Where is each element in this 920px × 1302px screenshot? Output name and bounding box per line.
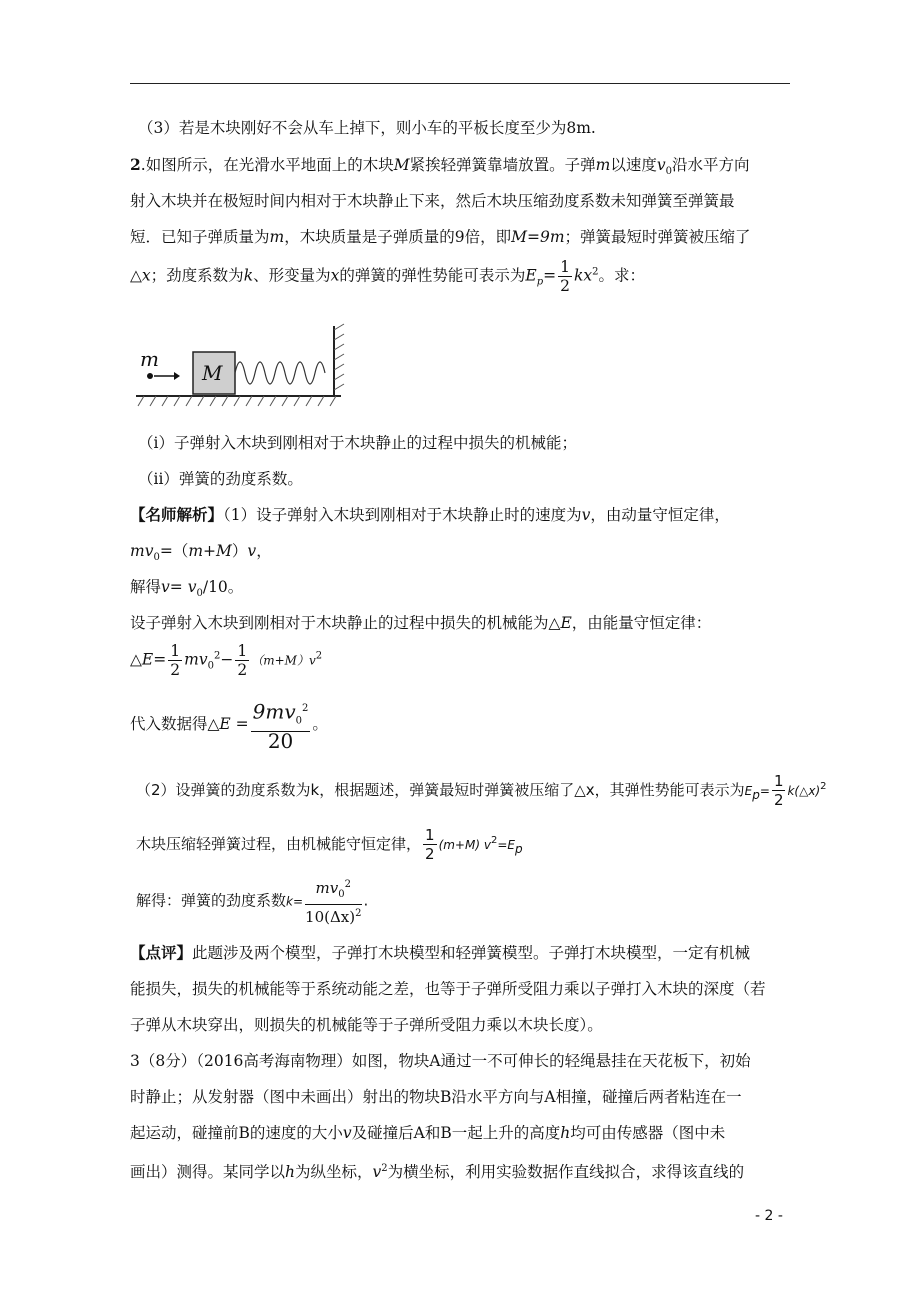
- question-2-line-4: △x；劲度系数为k、形变量为x的弹簧的弹性势能可表示为$E_p=$ $\frac{1}{2}$ $kx^2$。求：: [130, 258, 646, 295]
- header-rule: [130, 83, 790, 84]
- analysis-result-1: 代入数据得△E = $\frac{9mv_0^2}{20}$ 。: [130, 699, 328, 753]
- analysis-eq-1: $mv_0=(m+M)v$，: [130, 542, 272, 564]
- question-3-line-1: 3（8分）（2016高考海南物理）如图，物块A通过一不可伸长的轻绳悬挂在天花板下，初始: [130, 1052, 751, 1070]
- analysis-line-1: 【名师解析】（1）设子弹射入木块到刚相对于木块静止时的速度为v，由动量守恒定律，: [130, 505, 730, 524]
- analysis-solution-1: 解得$v= v_0/10$。: [130, 578, 244, 600]
- analysis-eq-2: △E= $\frac{1}{2}$ $mv_0^2-$ $\frac{1}{2}$ $(m+M)v^2$: [130, 642, 323, 679]
- review-line-3: 子弹从木块穿出，则损失的机械能等于子弹所受阻力乘以木块长度）。: [130, 1016, 603, 1034]
- question-2-line-2: 射入木块并在极短时间内相对于木块静止下来，然后木块压缩劲度系数未知弹簧至弹簧最: [130, 192, 735, 210]
- block-label: M: [202, 361, 223, 385]
- question-3-line-4: 画出）测得。某同学以h为纵坐标，$v^2$为横坐标，利用实验数据作直线拟合，求得该直线的: [130, 1163, 745, 1182]
- question-3-line-3: 起运动，碰撞前B的速度的大小v及碰撞后A和B一起上升的高度h均可由传感器（图中未: [130, 1124, 726, 1142]
- question-3-line-2: 时静止；从发射器（图中未画出）射出的物块B沿水平方向与A相撞，碰撞后两者粘连在一: [130, 1088, 742, 1106]
- spring: [235, 362, 325, 384]
- review-line-1: 【点评】此题涉及两个模型，子弹打木块模型和轻弹簧模型。子弹打木块模型，一定有机械: [130, 943, 751, 962]
- part3-answer: （3）若是木块刚好不会从车上掉下，则小车的平板长度至少为8m.: [138, 119, 596, 137]
- page-number: - 2 -: [755, 1208, 783, 1224]
- part-2-line-3: 解得：弹簧的劲度系数k= $\frac{mv_0^2}{10(\Delta x)^2}$ .: [136, 876, 368, 926]
- bullet-label: m: [140, 347, 159, 371]
- part-2-line-1: （2）设弹簧的劲度系数为k，根据题述，弹簧最短时弹簧被压缩了△x，其弹性势能可表示为$E_p=$ $\frac{1}{2}$ k(△x)$^2$: [136, 772, 827, 809]
- bullet: [147, 373, 153, 379]
- review-line-2: 能损失，损失的机械能等于系统动能之差，也等于子弹所受阻力乘以子弹打入木块的深度（若: [130, 980, 766, 998]
- part-2-line-2: 木块压缩轻弹簧过程，由机械能守恒定律， $\frac{1}{2}$ (m+M) $v^2=E_p$: [136, 826, 523, 863]
- spring-block-figure: [136, 318, 351, 413]
- question-2-line-3: 短．已知子弹质量为m，木块质量是子弹质量的9倍，即M=9m；弹簧最短时弹簧被压缩了: [130, 228, 751, 246]
- question-2-line-1: 2.如图所示，在光滑水平地面上的木块M紧挨轻弹簧靠墙放置。子弹m以速度$v_0$沿水平方向: [130, 155, 750, 178]
- sub-question-i: （i）子弹射入木块到刚相对于木块静止的过程中损失的机械能；: [138, 434, 577, 452]
- analysis-line-2: 设子弹射入木块到刚相对于木块静止的过程中损失的机械能为△E，由能量守恒定律：: [130, 614, 712, 632]
- velocity-arrow: [174, 372, 180, 380]
- sub-question-ii: （ii）弹簧的劲度系数。: [138, 470, 303, 488]
